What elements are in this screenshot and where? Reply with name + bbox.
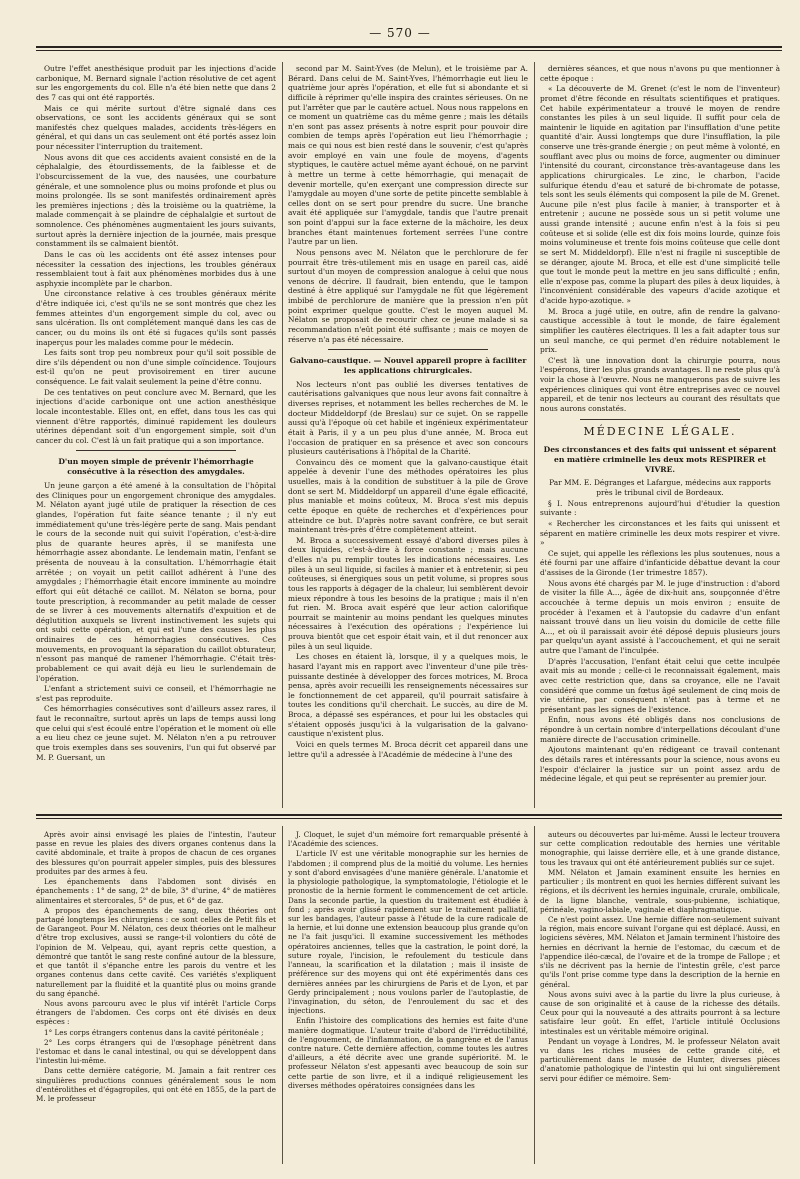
paragraph: MM. Nélaton et Jamain examinent ensuite les hernies en particulier ; ils montrent en quoi les hernies diffèrent suivant les régions, et ils décrivent les hernies inguinale, crurale, ombilicale, de la ligne blanche, ventrale, sous-pubienne, ischiatique, périnéale, vagino-labiale, vaginale et diaphragmatique. <box>540 867 780 914</box>
bottom-column-1 <box>36 830 276 1160</box>
article-heading: D'un moyen simple de prévenir l'hémorrhagie consécutive à la résection des amygdales. <box>58 457 254 477</box>
article-separator <box>328 349 488 350</box>
paragraph: Ajoutons maintenant qu'en rédigeant ce travail contenant des détails rares et intéressants pour la science, nous avons eu l'espoir d'éclairer la justice sur un point assez ardu de médecine légale, et qui peut se représenter au premier jour. <box>540 745 780 784</box>
paragraph: auteurs ou découvertes par lui-même. Aussi le lecteur trouvera sur cette complication redoutable des hernies une véritable monographie, qui laisse derrière elle, et à une grande distance, tous les travaux qui ont été antérieurement publiés sur ce sujet. <box>540 830 780 867</box>
paragraph: Pendant un voyage à Londres, M. le professeur Nélaton avait vu dans les riches musées de cette grande cité, et particulièrement dans le musée de Hunter, diverses pièces d'anatomie pathologique de l'intestin qui lui ont singulièrement servi pour édifier ce mémoire. Sem- <box>540 1036 780 1083</box>
article-heading: MÉDECINE LÉGALE. <box>583 424 737 438</box>
top-rule-thin <box>36 50 782 51</box>
paragraph: C'est là une innovation dont la chirurgie pourra, nous l'espérons, tirer les plus grands avantages. Il ne reste plus qu'à voir la chose à l'œuvre. Nous ne manquerons pas de suivre les expériences cliniques qui vont être entreprises avec ce nouvel appareil, et de tenir nos lecteurs au courant des résultats que nous aurons constatés. <box>540 355 780 413</box>
paragraph: Ces hémorrhagies consécutives sont d'ailleurs assez rares, il faut le reconnaître, surtout après un laps de temps aussi long que celui qui s'est écoulé entre l'opération et le moment où elle a eu lieu chez ce jeune sujet. M. Nélaton n'en a pu retrouver que trois exemples dans ses souvenirs, l'un qui fut observé par M. P. Guersant, un <box>36 704 276 762</box>
paragraph: Enfin l'histoire des complications des hernies est faite d'une manière dogmatique. L'auteur traite d'abord de l'irréductibilité, de l'engouement, de l'inflammation, de la gangrène et de l'anus contre nature. Cette dernière affection, comme toutes les autres d'ailleurs, a été décrite avec une grande supériorité. M. le professeur Nélaton s'est appesanti avec beaucoup de soin sur cette partie de son livre, et il a indiqué religieusement les diverses méthodes opératoires consignées dans les <box>288 1016 528 1090</box>
paragraph: J. Cloquet, le sujet d'un mémoire fort remarquable présenté à l'Académie des sciences. <box>288 830 528 849</box>
paragraph: Une circonstance relative à ces troubles généraux mérite d'être indiquée ici, c'est qu'ils ne se sont montrés que chez les femmes atteintes d'un engorgement simple du col, avec ou sans ulcération. Ils ont complétement manqué dans les cas de cancer, ou du moins ils ont été si fugaces qu'ils sont passés inaperçus pour les malades comme pour le médecin. <box>36 289 276 347</box>
paragraph: Ce sujet, qui appelle les réflexions les plus soutenues, nous a été fourni par une affaire d'infanticide débattue devant la cour d'assises de la Gironde (1er trimestre 1857). <box>540 548 780 577</box>
column-divider <box>534 62 535 808</box>
article-separator <box>580 419 740 420</box>
column-3 <box>540 64 780 804</box>
paragraph: Les faits sont trop peu nombreux pour qu'il soit possible de dire s'ils dépendent ou non d'une simple coïncidence. Toujours est-il qu'on ne peut provisoirement en tirer aucune conséquence. Le fait valait seulement la peine d'être connu. <box>36 348 276 386</box>
paragraph: Dans cette dernière catégorie, M. Jamain a fait rentrer ces singulières productions connues généralement sous le nom d'entérolithes et d'égagropiles, qui ont été en 1855, de la part de M. le professeur <box>36 1066 276 1104</box>
paragraph: Voici en quels termes M. Broca décrit cet appareil dans une lettre qu'il a adressée à l'Académie de médecine à l'une des <box>288 739 528 759</box>
paragraph: 1° Les corps étrangers contenus dans la cavité péritonéale ; <box>44 1027 264 1037</box>
paragraph: L'article IV est une véritable monographie sur les hernies de l'abdomen ; il comprend plus de la moitié du volume. Les hernies y sont d'abord envisagées d'une manière générale. L'anatomie et la physiologie pathologique, la symptomatologie, l'étiologie et le pronostic de la hernie forment le commencement de cet article. Dans la seconde partie, la question du traitement est étudiée à fond ; après avoir glissé rapidement sur le traitement palliatif, sur les bandages, l'auteur passe à l'étude de la cure radicale de la hernie, et lui donne une extension beaucoup plus grande qu'on ne l'a fait jusqu'ici. Il examine successivement les méthodes opératoires anciennes, telles que la castration, le point doré, la suture royale, l'incision, le refoulement du testicule dans l'anneau, la scarification et la dilatation ; mais il insiste de préférence sur des moyens qui ont été expérimentés dans ces dernières années par les chirurgiens de Paris et de Lyon, et par Gerdy principalement ; nous voulons parler de l'autoplastie, de l'invagination, du séton, de l'enroulement du sac et des injections. <box>288 849 528 1016</box>
paragraph: Ce n'est point assez. Une hernie diffère non-seulement suivant la région, mais encore suivant l'organe qui est déplacé. Aussi, en logiciens sévères, MM. Nélaton et Jamain terminent l'histoire des hernies en décrivant la hernie de l'estomac, du cæcum et de l'appendice iléo-cæcal, de l'ovaire et de la trompe de Fallope ; et s'ils ne décrivent pas la hernie de l'intestin grêle, c'est parce qu'ils l'ont prise comme type dans la description de la hernie en général. <box>540 914 780 989</box>
paragraph: second par M. Saint-Yves (de Melun), et le troisième par A. Bérard. Dans celui de M. Saint-Yves, l'hémorrhagie eut lieu le quatrième jour après l'opération, et elle fut si abondante et si difficile à réprimer qu'elle inspira des craintes sérieuses. On ne put l'arrêter que par le cautère actuel. Nous nous rappelons en ce moment un quatrième cas du même genre ; mais les détails n'en sont pas assez présents à notre esprit pour pouvoir dire combien de temps après l'opération eut lieu l'hémorrhagie ; mais ce qui nous est bien resté dans le souvenir, c'est qu'après avoir employé en vain une foule de moyens, d'agents styptiques, le cautère actuel même ayant échoué, on ne parvint à mettre un terme à cette hémorrhagie, qui menaçait de devenir mortelle, qu'en exerçant une compression directe sur l'amygdale au moyen d'une sorte de petite pincette semblable à celles dont on se sert pour prendre du sucre. Une branche avait été appliquée sur l'amygdale, tandis que l'autre prenait son point d'appui sur la face externe de la mâchoire, les deux branches étant maintenues fortement serrées l'une contre l'autre par un lien. <box>288 64 528 247</box>
paragraph: Nous avons dit que ces accidents avaient consisté en de la céphalalgie, des étourdissements, de la faiblesse et de l'obscurcissement de la vue, des nausées, une courbature générale, et une somnolence plus ou moins profonde et plus ou moins prolongée. Ils se sont manifestés ordinairement après les premières injections ; dès la troisième ou la quatrième, la malade commençait à se plaindre de céphalalgie et surtout de somnolence. Ces phénomènes augmentaient les jours suivants, surtout après la dernière injection de la journée, mais presque constamment ils se calmaient bientôt. <box>36 152 276 249</box>
section-rule <box>36 814 782 816</box>
paragraph: A propos des épanchements de sang, deux théories ont partagé longtemps les chirurgiens : ce sont celles de Petit fils et de Garangeot. Pour M. Nélaton, ces deux théories ont le malheur d'être trop exclusives, aussi se range-t-il volontiers du côté de l'opinion de M. Velpeau, qui, ayant repris cette question, a démontré que tantôt le sang reste confiné autour de la blessure, et que tantôt il s'épanche entre les parois du ventre et les organes contenus dans cette cavité. Ces variétés s'expliquent naturellement par la fluidité et la quantité plus ou moins grande du sang épanché. <box>36 905 276 998</box>
paragraph: « Rechercher les circonstances et les faits qui unissent et séparent en matière criminelle les deux mots respirer et vivre. » <box>540 518 780 548</box>
section-rule-thin <box>36 818 782 819</box>
column-2 <box>288 64 528 804</box>
paragraph: 2° Les corps étrangers qui de l'œsophage pénètrent dans l'estomac et dans le canal intestinal, ou qui se développent dans l'intestin lui-même. <box>36 1037 276 1066</box>
paragraph: Nous avons suivi avec à la partie du livre la plus curieuse, à cause de son originalité et à cause de la richesse des détails. Ceux pour qui la nouveauté a des attraits pourront à sa lecture satisfaire leur goût. En effet, l'article intitulé Occlusions intestinales est un véritable mémoire original. <box>540 989 780 1036</box>
column-1 <box>36 64 276 804</box>
paragraph: Un jeune garçon a été amené à la consultation de l'hôpital des Cliniques pour un engorgement chronique des amygdales. M. Nélaton ayant jugé utile de pratiquer la résection de ces glandes, l'opération fut faite séance tenante ; il n'y eut immédiatement qu'une très-légère perte de sang. Mais pendant le cours de la seconde nuit qui suivit l'opération, c'est-à-dire plus de quarante heures après, il se manifesta une hémorrhagie assez abondante. Le lendemain matin, l'enfant se présenta de nouveau à la consultation. L'hémorrhagie était arrêtée ; on voyait un petit caillot adhérent à l'une des amygdales ; l'hémorrhagie était encore imminente au moindre effort qui eût détaché ce caillot. M. Nélaton se borna, pour toute prescription, à recommander au petit malade de cesser de se livrer à ces mouvements alternatifs d'expuition et de déglutition auxquels se livrent instinctivement les sujets qui ont subi cette opération, et qui est l'une des causes les plus ordinaires de ces hémorrhagies consécutives. Ces mouvements, en provoquant la séparation du caillot obturateur, n'essont pas manqué de ramener l'hémorrhagie. C'était très-probablement ce qui avait déjà eu lieu le surlendemain de l'opération. <box>36 481 276 683</box>
paragraph: Après avoir ainsi envisagé les plaies de l'intestin, l'auteur passe en revue les plaies des divers organes contenus dans la cavité abdominale, et traite à propos de chacun de ces organes des blessures qu'on pourrait appeler simples, puis des blessures produites par des armes à feu. <box>36 830 276 876</box>
article-heading: Galvano-caustique. — Nouvel appareil propre à faciliter les applications chirurgicales. <box>289 356 527 375</box>
paragraph: Nos lecteurs n'ont pas oublié les diverses tentatives de cautérisations galvaniques que nous leur avons fait connaître à diverses reprises, et notamment les belles recherches de M. le docteur Middeldorpf (de Breslau) sur ce sujet. On se rappelle aussi qu'à l'époque où cet habile et ingénieux expérimentateur était à Paris, il y a un peu plus d'une année, M. Broca eut l'occasion de pratiquer en sa présence et avec son concours plusieurs cautérisations à l'hôpital de la Charité. <box>288 379 528 457</box>
paragraph: Enfin, nous avons été obligés dans nos conclusions de répondre à un certain nombre d'interpellations découlant d'une manière directe de l'accusation criminelle. <box>540 715 780 744</box>
paragraph: Les épanchements dans l'abdomen sont divisés en épanchements : 1° de sang, 2° de bile, 3° d'urine, 4° de matières alimentaires et stercorales, 5° de pus, et 6° de gaz. <box>36 877 276 905</box>
paragraph: Les choses en étaient là, lorsque, il y a quelques mois, le hasard l'ayant mis en rapport avec l'inventeur d'une pile très-puissante destinée à développer des forces motrices, M. Broca pensa, après avoir recueilli les renseignements nécessaires sur le fonctionnement de cet appareil, qu'il pourrait satisfaire à toutes les conditions qu'il cherchait. Le succès, au dire de M. Broca, a dépassé ses espérances, et pour lui les obstacles qui s'étaient opposés jusqu'ici à la vulgarisation de la galvano-caustique n'existent plus. <box>288 652 528 739</box>
article-separator <box>76 450 236 451</box>
paragraph: Dans le cas où les accidents ont été assez intenses pour nécessiter la cessation des injections, les troubles généraux ressemblaient tout à fait aux phénomènes morbides dus à une asphyxie incomplète par le charbon. <box>36 249 276 288</box>
paragraph: D'après l'accusation, l'enfant était celui que cette inculpée avait mis au monde ; celle-ci le reconnaissait également, mais avec cette restriction que, dans sa croyance, elle ne l'avait considéré que comme un fœtus âgé seulement de cinq mois de vie utérine, par conséquent n'étant pas à terme et ne présentant pas les signes de l'existence. <box>540 656 780 714</box>
column-divider <box>282 62 283 808</box>
paragraph: « La découverte de M. Grenet (c'est le nom de l'inventeur) promet d'être féconde en résultats scientifiques et pratiques. Cet habile expérimentateur a trouvé le moyen de rendre constantes les piles à un seul liquide. Il suffit pour cela de maintenir le liquide en agitation par l'insufflation d'une petite quantité d'air. Aussi longtemps que dure l'insufflation, la pile conserve une très-grande énergie ; on peut même à volonté, en soufflant avec plus ou moins de force, augmenter ou diminuer l'intensité du courant, circonstance très-avantageuse dans les applications chirurgicales. Le zinc, le charbon, l'acide sulfurique étendu d'eau et saturé de bi-chromate de potasse, tels sont les seuls éléments qui composent la pile de M. Grenet. Aucune pile n'est plus facile à manier, à transporter et à entretenir ; aucune ne possède sous un si petit volume une aussi grande intensité ; aucune enfin n'est à la fois si peu coûteuse et si solide (elle est dix fois moins lourde, quinze fois moins volumineuse et trente fois moins coûteuse que celle dont se sert M. Middeldorpf). Elle n'est ni fragile ni susceptible de se déranger, ajoute M. Broca, et elle est d'une simplicité telle que tout le monde peut la mettre en jeu sans difficulté ; enfin, elle n'expose pas, comme la plupart des piles à deux liquides, à l'inconvénient considérable des vapeurs d'acide azotique et d'acide hypo-azotique. » <box>540 84 780 305</box>
column-divider <box>534 826 535 1164</box>
article-heading: Des circonstances et des faits qui unissent et séparent en matière criminelle les deux mots RESPIRER et VIVRE. <box>543 444 777 474</box>
paragraph: Par MM. E. Dégranges et Lafargue, médecins aux rapports près le tribunal civil de Bordeaux. <box>549 478 771 497</box>
paragraph: De ces tentatives on peut conclure avec M. Bernard, que les injections d'acide carbonique ont une action anesthésique locale incontestable. Elles ont, en effet, dans tous les cas qui viennent d'être rapportés, diminué rapidement les douleurs utérines dépendant soit d'un engorgement simple, soit d'un cancer du col. C'est là un fait pratique qui a son importance. <box>36 387 276 445</box>
column-divider <box>282 826 283 1164</box>
paragraph: Mais ce qui mérite surtout d'être signalé dans ces observations, ce sont les accidents généraux qui se sont manifestés chez quelques malades, accidents très-légers en général, et qui dans un cas seulement ont été portés assez loin pour nécessiter l'interruption du traitement. <box>36 103 276 151</box>
paragraph: Nous avons été chargés par M. le juge d'instruction : d'abord de visiter la fille A..., âgée de dix-huit ans, soupçonnée d'être accouchée à terme depuis un mois environ ; ensuite de procéder à l'examen et à l'autopsie du cadavre d'un enfant naissant trouvé dans un lieu voisin du domicile de cette fille A..., et où il paraissait avoir été déposé depuis plusieurs jours par quelqu'un ayant assisté à l'accouchement, et qui ne serait autre que l'amant de l'inculpée. <box>540 578 780 655</box>
paragraph: M. Broca a jugé utile, en outre, afin de rendre la galvano-caustique accessible à tout le monde, de faire également simplifier les cautères électriques. Il les a fait adapter tous sur un seul manche, ce qui permet d'en réduire notablement le prix. <box>540 306 780 355</box>
paragraph: Nous avons parcouru avec le plus vif intérêt l'article Corps étrangers de l'abdomen. Ces corps ont été divisés en deux espèces : <box>36 998 276 1027</box>
paragraph: M. Broca a successivement essayé d'abord diverses piles à deux liquides, c'est-à-dire à force constante ; mais aucune d'elles n'a pu remplir toutes les indications nécessaires. Les piles à un seul liquide, si faciles à manier et à entretenir, si peu coûteuses, si énergiques sous un petit volume, si propres sous tous les rapports à dégager de la chaleur, lui semblèrent devoir mieux répondre à tous les besoins de la pratique ; mais il n'en fut rien. M. Broca avait espéré que leur action calorifique pourrait se maintenir au moins pendant les quelques minutes nécessaires à l'exécution des opérations ; l'expérience lui prouva bientôt que cet espoir était vain, et il dut renoncer aux piles à un seul liquide. <box>288 535 528 651</box>
paragraph: Nous pensons avec M. Nélaton que le perchlorure de fer pourrait être très-utilement mis en usage en pareil cas, aidé surtout d'un moyen de compression analogue à celui que nous venons de décrire. Il faudrait, bien entendu, que le tampon destiné à être appliqué sur l'amygdale ne fût que légèrement imbibé de perchlorure de manière que la pression n'en pût point exprimer quelque goutte. C'est le moyen auquel M. Nélaton se proposait de recourir chez ce jeune malade si sa recommandation n'eût point été suffisante ; mais ce moyen de réserve n'a pas été nécessaire. <box>288 247 528 344</box>
bottom-column-2 <box>288 830 528 1160</box>
bottom-column-3 <box>540 830 780 1160</box>
paragraph: § I. Nous entreprenons aujourd'hui d'étudier la question suivante : <box>540 498 780 518</box>
paragraph: Convaincu dès ce moment que la galvano-caustique était appelée à devenir l'une des méthodes opératoires les plus usuelles, mais à la condition de substituer à la pile de Grove dont se sert M. Middeldorpf un appareil d'une égale efficacité, plus maniable et moins coûteux, M. Broca s'est mis depuis cette époque en quête de recherches et d'expériences pour atteindre ce but. D'après notre savant confrère, ce but serait maintenant très-près d'être complètement atteint. <box>288 457 528 535</box>
paragraph: Outre l'effet anesthésique produit par les injections d'acide carbonique, M. Bernard signale l'action résolutive de cet agent sur les engorgements du col. Elle n'a été bien nette que dans 2 des 7 cas qui ont été rapportés. <box>36 64 276 102</box>
paragraph: L'enfant a strictement suivi ce conseil, et l'hémorrhagie ne s'est pas reproduite. <box>36 684 276 703</box>
top-rule-thick <box>36 46 782 48</box>
paragraph: dernières séances, et que nous n'avons pu que mentionner à cette époque : <box>540 64 780 83</box>
page-number: — 570 — <box>369 26 431 40</box>
